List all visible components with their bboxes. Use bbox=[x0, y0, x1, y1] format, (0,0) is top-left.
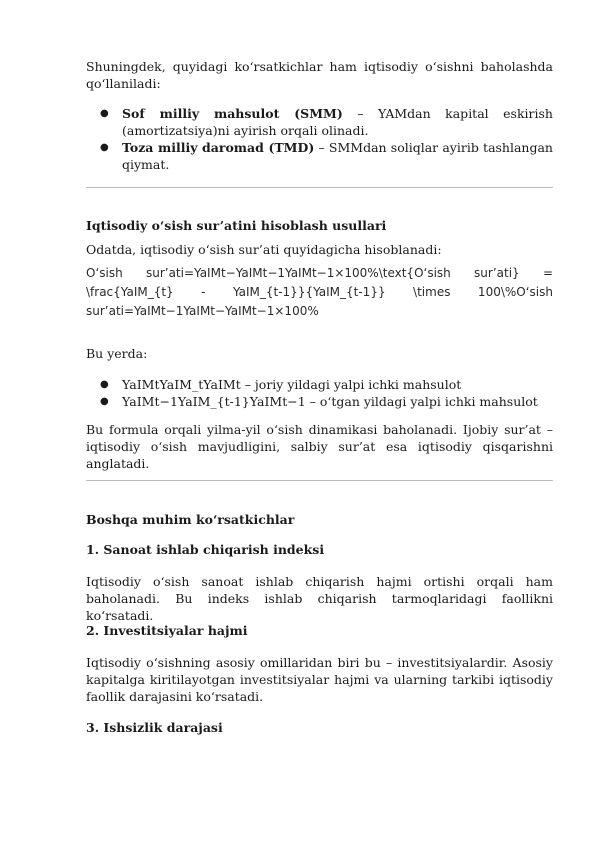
subsection-heading: 1. Sanoat ishlab chiqarish indeksi bbox=[86, 542, 325, 557]
list-item bbox=[86, 376, 553, 393]
list-item-term: Sof milliy mahsulot (SMM) bbox=[122, 106, 343, 121]
section-heading: Iqtisodiy o‘sish sur’atini hisoblash usullari bbox=[86, 218, 387, 233]
bullet-icon: ● bbox=[100, 379, 109, 390]
list-item-text: – YAMdan kapital eskirish (amortizatsiya)ni ayirish orqali olinadi. bbox=[122, 106, 553, 138]
where-label: Bu yerda: bbox=[86, 346, 148, 361]
section-heading: Boshqa muhim ko‘rsatkichlar bbox=[86, 512, 295, 527]
list-item bbox=[86, 393, 553, 410]
list-item bbox=[86, 139, 553, 173]
list-item bbox=[86, 105, 553, 139]
indicator-list bbox=[86, 105, 553, 173]
list-item-term: Toza milliy daromad (TMD) bbox=[122, 140, 315, 155]
bullet-icon: ● bbox=[100, 108, 109, 119]
bullet-icon: ● bbox=[100, 142, 109, 153]
intro-paragraph: Shuningdek, quyidagi ko‘rsatkichlar ham iqtisodiy o‘sishni baholashda qo‘llaniladi: bbox=[86, 59, 553, 91]
subsection-paragraph: Iqtisodiy o‘sishning asosiy omillaridan biri bu – investitsiyalardir. Asosiy kapitalga kiritilayotgan investitsiyalar hajmi va ularning tarkibi iqtisodiy faollik darajasini ko‘rsatadi. bbox=[86, 655, 553, 704]
subsection-paragraph: Iqtisodiy o‘sish sanoat ishlab chiqarish hajmi ortishi orqali ham baholanadi. Bu indeks ishlab chiqarish tarmoqlaridagi faollikni ko‘rsatadi. bbox=[86, 574, 553, 623]
divider bbox=[86, 480, 553, 481]
list-item-text: – SMMdan soliqlar ayirib tashlangan qiymat. bbox=[122, 140, 553, 172]
list-item-text: YaIMtYaIM_tYaIMt – joriy yildagi yalpi ichki mahsulot bbox=[122, 377, 462, 392]
conclusion-paragraph: Bu formula orqali yilma-yil o‘sish dinamikasi baholanadi. Ijobiy sur’at – iqtisodiy o‘sish mavjudligini, salbiy sur’at esa iqtisodiy qisqarishni anglatadi. bbox=[86, 422, 553, 471]
list-item-text: YaIMt−1YaIM_{t-1}YaIMt−1 – o‘tgan yildagi yalpi ichki mahsulot bbox=[122, 394, 538, 409]
bullet-icon: ● bbox=[100, 396, 109, 407]
section-intro: Odatda, iqtisodiy o‘sish sur’ati quyidagicha hisoblanadi: bbox=[86, 242, 442, 257]
subsection-heading: 2. Investitsiyalar hajmi bbox=[86, 623, 248, 638]
divider bbox=[86, 187, 553, 188]
variable-list bbox=[86, 376, 553, 410]
formula-text: O‘sish sur’ati=YaIMt−YaIMt−1YaIMt−1×100%\text{O‘sish sur’ati} = \frac{YaIM_{t} - YaIM_{t-1}}{YaIM_{t-1}} \times 100\%O‘sish sur’ati=YaIMt−1YaIMt−YaIMt−1×100% bbox=[86, 266, 553, 318]
subsection-heading: 3. Ishsizlik darajasi bbox=[86, 720, 223, 735]
